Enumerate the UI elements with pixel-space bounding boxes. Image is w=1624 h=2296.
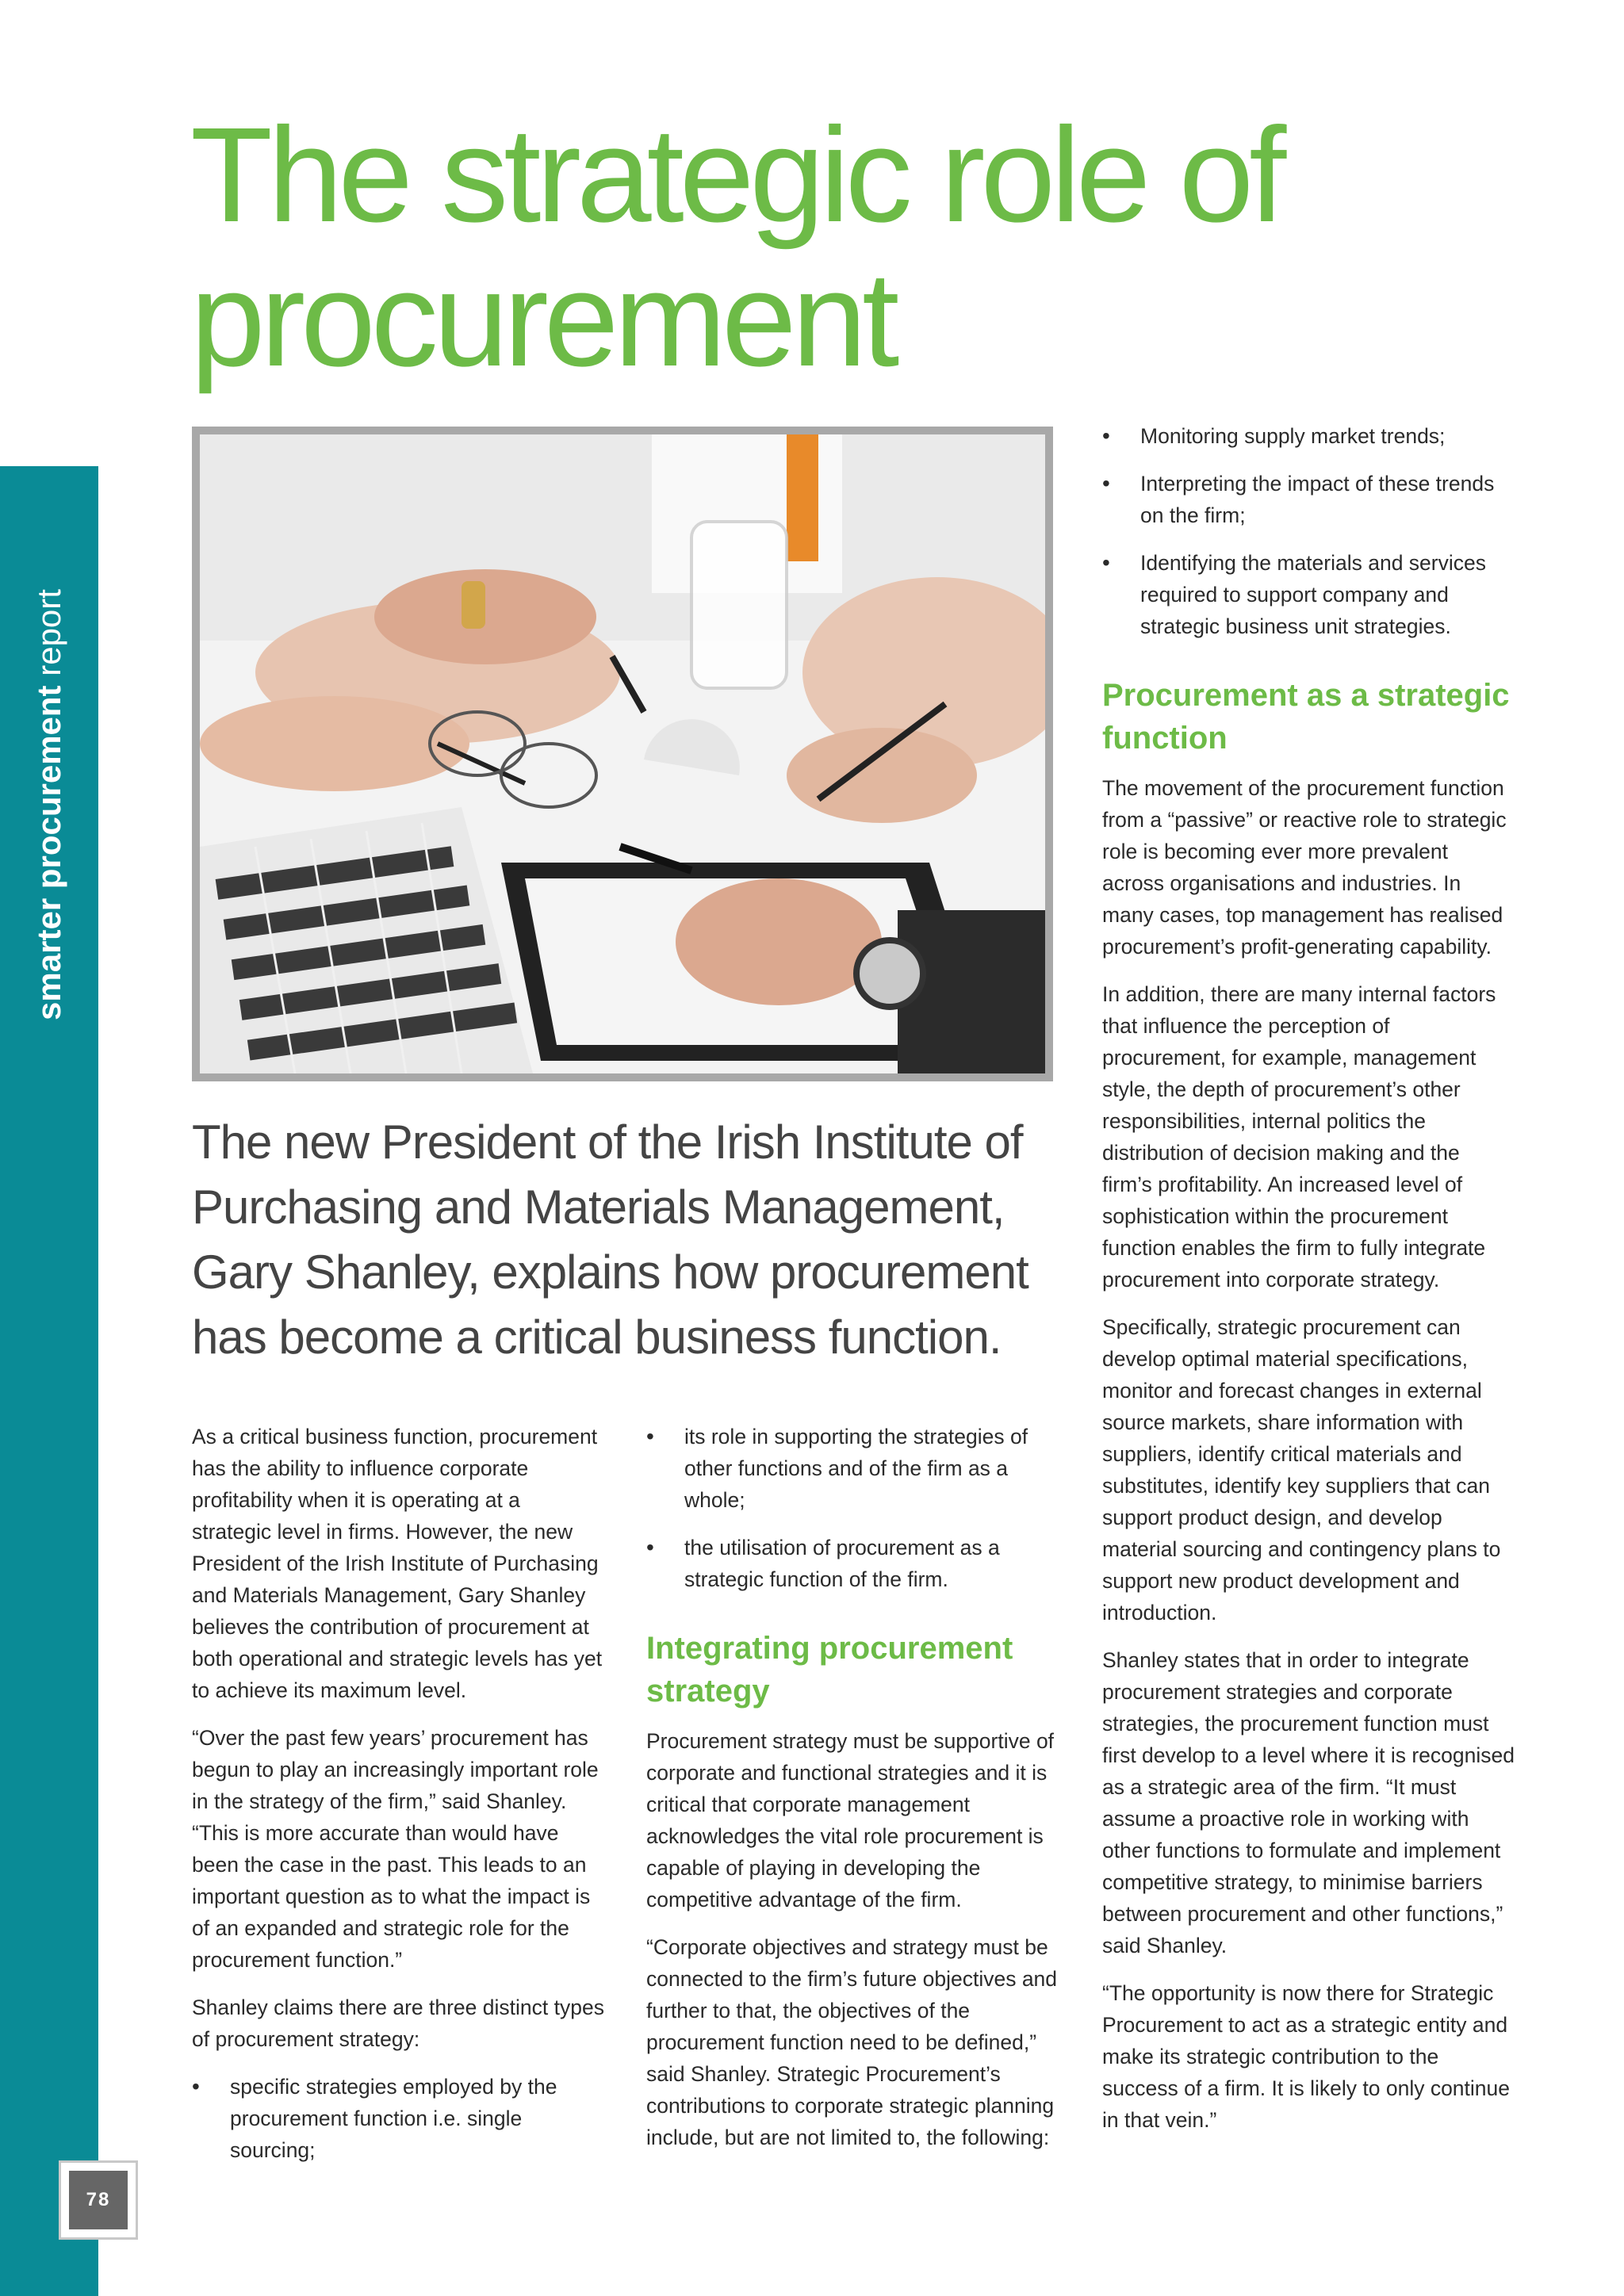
business-meeting-photo (200, 434, 1045, 1073)
bullet-list (646, 1421, 1059, 1595)
paragraph: As a critical business function, procurement has the ability to influence corporate profitability when it is operating at a strategic level in firms. However, the new President of the Irish Institute of Purchasing and Materials Management, Gary Shanley believes the contribution of procurement at both operational and strategic levels has yet to achieve its maximum level. (192, 1425, 603, 1702)
section-heading: Procurement as a strategic function (1102, 678, 1510, 756)
paragraph: “The opportunity is now there for Strategic Procurement to act as a strategic entity and make its strategic contribution to the success of a firm. It is likely to only continue in that vein.” (1102, 1981, 1511, 2132)
bullet-list (1102, 420, 1515, 642)
paragraph: “Over the past few years’ procurement has begun to play an increasingly important role in the strategy of the firm,” said Shanley. “This is more accurate than would have been the case in the past. This leads to an important question as to what the impact is of an expanded and strategic role for the procurement function.” (192, 1726, 599, 1972)
list-item: • Identifying the materials and services required to support company and strategic business unit strategies. (1102, 547, 1515, 642)
standfirst: The new President of the Irish Institute of Purchasing and Materials Management, Gary Shanley, explains how procurement has become a critical business function. (192, 1115, 1028, 1364)
column-3 (1102, 420, 1515, 2152)
paragraph: “Corporate objectives and strategy must be connected to the firm’s future objectives and further to that, the objectives of the procurement function need to be defined,” said Shanley. Strategic Procurement’s contributions to corporate strategic planning include, but are not limited to, the following: (646, 1935, 1058, 2149)
photo-illustration (200, 434, 1045, 1073)
sidebar-label-bold: smarter procurement (30, 685, 67, 1020)
page-title: The strategic role of procurement (190, 100, 1282, 395)
list-item: • the utilisation of procurement as a strategic function of the firm. (646, 1532, 1059, 1595)
list-item: • Interpreting the impact of these trends on the firm; (1102, 468, 1515, 531)
paragraph: In addition, there are many internal factors that influence the perception of procurement, for example, management style, the depth of procurement’s other responsibilities, internal politics the distribution of decision making and the firm’s profitability. An increased level of sophistication within the procurement function enables the firm to fully integrate procurement into corporate strategy. (1102, 982, 1496, 1292)
paragraph: Shanley claims there are three distinct types of procurement strategy: (192, 1996, 604, 2051)
column-1 (192, 1421, 604, 2182)
page-number-box (59, 2160, 138, 2240)
list-item: • specific strategies employed by the procurement function i.e. single sourcing; (192, 2071, 604, 2166)
photo-frame (192, 427, 1053, 1081)
paragraph: Specifically, strategic procurement can develop optimal material specifications, monitor and forecast changes in external source markets, share information with suppliers, identify critical materials and substitutes, identify key suppliers that can support product design, and develop material sourcing and contingency plans to support new product development and introduction. (1102, 1315, 1501, 1624)
paragraph: Shanley states that in order to integrate procurement strategies and corporate strategies, the procurement function must first develop to a level where it is recognised as a strategic area of the firm. “It must assume a proactive role in working with other functions to formulate and implement competitive strategy, to minimise barriers between procurement and other functions,” said Shanley. (1102, 1648, 1515, 1957)
page-number: 78 (69, 2171, 128, 2229)
list-item: • its role in supporting the strategies of other functions and of the firm as a whole; (646, 1421, 1059, 1516)
column-2 (646, 1421, 1059, 2169)
sidebar-label-light: report (30, 589, 67, 686)
bullet-list (192, 2071, 604, 2166)
list-item: • Monitoring supply market trends; (1102, 420, 1515, 452)
paragraph: The movement of the procurement function from a “passive” or reactive role to strategic role is becoming ever more prevalent across organisations and industries. In many cases, top management has realised procurement’s profit-generating capability. (1102, 776, 1507, 959)
sidebar-label (30, 589, 68, 1020)
section-heading: Integrating procurement strategy (646, 1631, 1013, 1709)
paragraph: Procurement strategy must be supportive of corporate and functional strategies and it is critical that corporate management acknowledges the vital role procurement is capable of playing in developing the competitive advantage of the firm. (646, 1729, 1055, 1911)
